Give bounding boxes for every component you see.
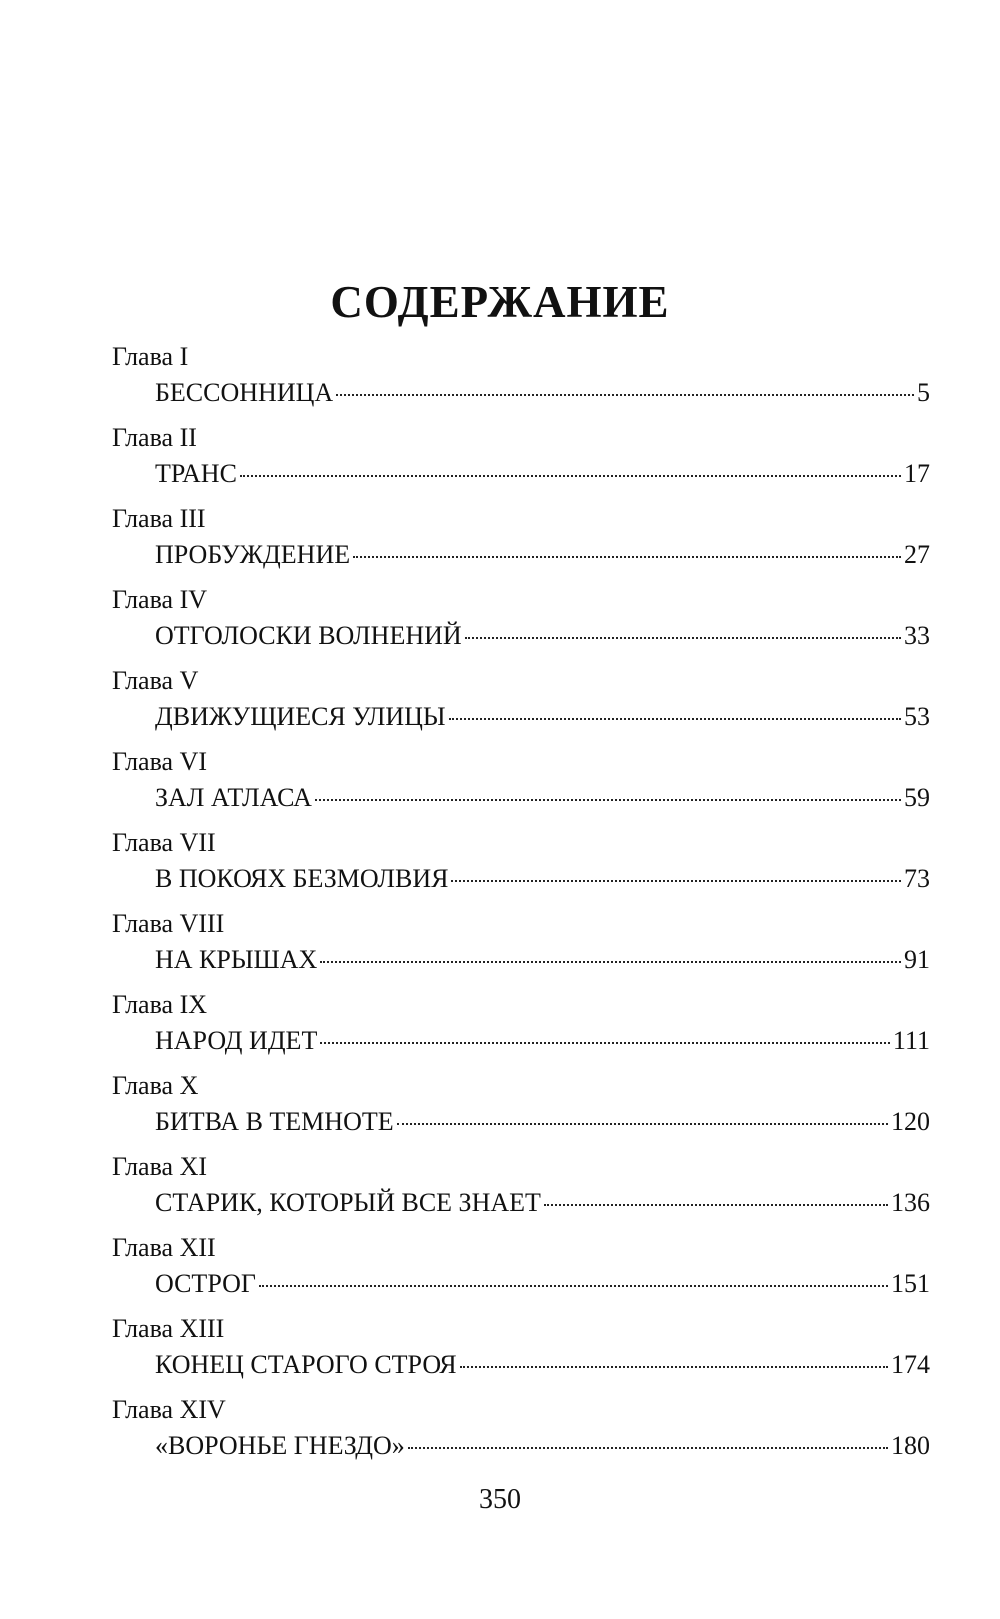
chapter-label: Глава III	[112, 504, 206, 533]
dot-leader	[408, 1447, 888, 1449]
chapter-label: Глава XII	[112, 1233, 216, 1262]
chapter-label: Глава V	[112, 666, 199, 695]
chapter-line	[155, 1186, 930, 1220]
dot-leader	[451, 880, 901, 882]
chapter-title: НА КРЫШАХ	[155, 945, 318, 974]
chapter-title: ДВИЖУЩИЕСЯ УЛИЦЫ	[155, 702, 446, 731]
chapter-label: Глава VIII	[112, 909, 225, 938]
chapter-page-number: 59	[904, 783, 930, 812]
toc-entry	[112, 502, 930, 583]
dot-leader	[449, 718, 901, 720]
chapter-line	[155, 1348, 930, 1382]
chapter-line	[155, 781, 930, 815]
chapter-page-number: 136	[891, 1188, 930, 1217]
toc-entry	[112, 1393, 930, 1474]
chapter-line	[155, 1024, 930, 1058]
chapter-line	[155, 538, 930, 572]
chapter-line	[155, 457, 930, 491]
chapter-page-number: 91	[904, 945, 930, 974]
chapter-line	[155, 700, 930, 734]
chapter-title: БИТВА В ТЕМНОТЕ	[155, 1107, 394, 1136]
chapter-page-number: 180	[891, 1431, 930, 1460]
page-number: 350	[479, 1484, 521, 1515]
chapter-label: Глава XIV	[112, 1395, 226, 1424]
chapter-title: СТАРИК, КОТОРЫЙ ВСЕ ЗНАЕТ	[155, 1188, 541, 1217]
chapter-label: Глава XIII	[112, 1314, 225, 1343]
chapter-page-number: 120	[891, 1107, 930, 1136]
toc-entry	[112, 745, 930, 826]
page-title: СОДЕРЖАНИЕ	[330, 277, 670, 327]
chapter-label: Глава XI	[112, 1152, 207, 1181]
toc-entry	[112, 988, 930, 1069]
chapter-line	[155, 1429, 930, 1463]
chapter-page-number: 174	[891, 1350, 930, 1379]
chapter-page-number: 111	[892, 1026, 930, 1055]
chapter-line	[155, 943, 930, 977]
dot-leader	[336, 394, 914, 396]
toc-entry	[112, 1150, 930, 1231]
dot-leader	[544, 1204, 888, 1206]
chapter-label: Глава IX	[112, 990, 207, 1019]
chapter-label: Глава X	[112, 1071, 199, 1100]
chapter-title: КОНЕЦ СТАРОГО СТРОЯ	[155, 1350, 457, 1379]
dot-leader	[397, 1123, 888, 1125]
chapter-page-number: 151	[891, 1269, 930, 1298]
dot-leader	[320, 961, 901, 963]
toc-entry	[112, 583, 930, 664]
dot-leader	[320, 1042, 890, 1044]
toc-entry	[112, 1312, 930, 1393]
chapter-line	[155, 376, 930, 410]
chapter-title: ЗАЛ АТЛАСА	[155, 783, 312, 812]
chapter-line	[155, 1105, 930, 1139]
dot-leader	[353, 556, 901, 558]
chapter-label: Глава II	[112, 423, 197, 452]
toc-entry	[112, 907, 930, 988]
table-of-contents	[112, 340, 930, 1474]
chapter-page-number: 53	[904, 702, 930, 731]
chapter-label: Глава VI	[112, 747, 207, 776]
chapter-title: БЕССОННИЦА	[155, 378, 334, 407]
toc-entry	[112, 664, 930, 745]
chapter-label: Глава IV	[112, 585, 207, 614]
chapter-page-number: 17	[904, 459, 930, 488]
toc-entry	[112, 421, 930, 502]
chapter-title: «ВОРОНЬЕ ГНЕЗДО»	[155, 1431, 405, 1460]
dot-leader	[240, 475, 901, 477]
toc-entry	[112, 340, 930, 421]
chapter-label: Глава VII	[112, 828, 216, 857]
chapter-title: В ПОКОЯХ БЕЗМОЛВИЯ	[155, 864, 449, 893]
chapter-line	[155, 1267, 930, 1301]
dot-leader	[460, 1366, 888, 1368]
chapter-title: ОСТРОГ	[155, 1269, 256, 1298]
chapter-page-number: 73	[904, 864, 930, 893]
toc-entry	[112, 1069, 930, 1150]
toc-entry	[112, 826, 930, 907]
chapter-line	[155, 619, 930, 653]
chapter-label: Глава I	[112, 342, 189, 371]
chapter-line	[155, 862, 930, 896]
dot-leader	[465, 637, 901, 639]
chapter-page-number: 5	[917, 378, 930, 407]
dot-leader	[315, 799, 901, 801]
chapter-title: ОТГОЛОСКИ ВОЛНЕНИЙ	[155, 621, 462, 650]
chapter-page-number: 27	[904, 540, 930, 569]
chapter-title: ТРАНС	[155, 459, 237, 488]
chapter-title: НАРОД ИДЕТ	[155, 1026, 318, 1055]
chapter-page-number: 33	[904, 621, 930, 650]
toc-entry	[112, 1231, 930, 1312]
dot-leader	[259, 1285, 888, 1287]
chapter-title: ПРОБУЖДЕНИЕ	[155, 540, 351, 569]
